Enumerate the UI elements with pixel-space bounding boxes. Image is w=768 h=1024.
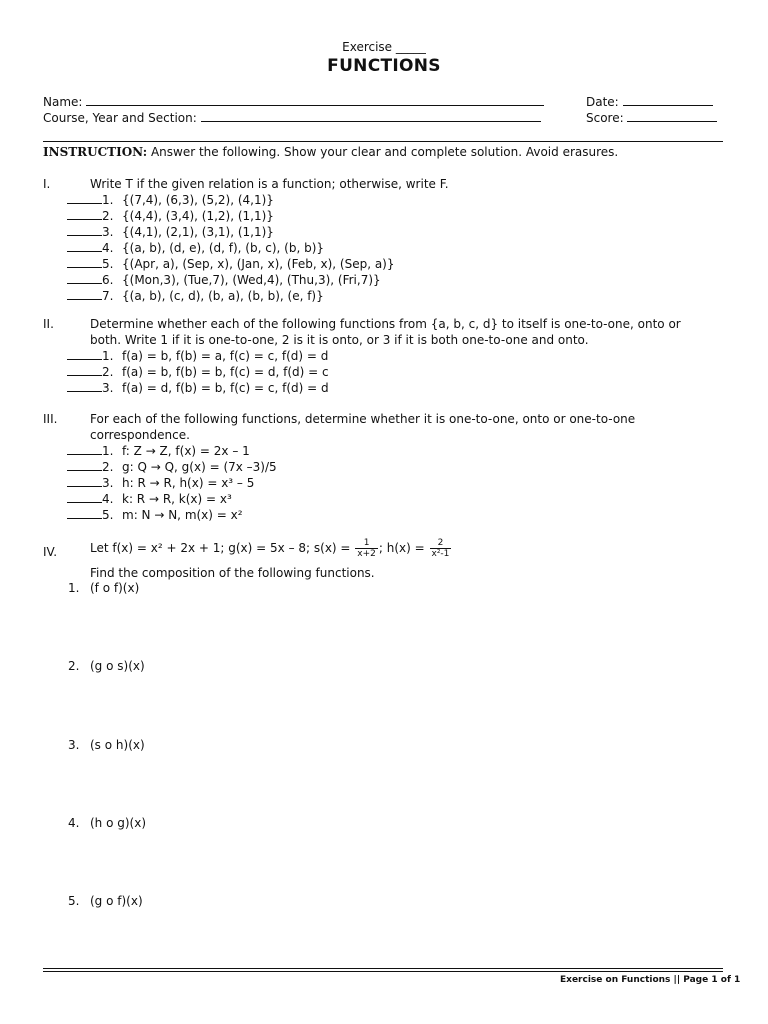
answer-item [67,492,232,506]
answer-blank[interactable] [67,289,102,300]
section2-line2: both. Write 1 if it is one-to-one, 2 is it is onto, or 3 if it is both one-to-one and onto. [90,333,589,347]
composition-item: 3. (s o h)(x) [68,738,145,752]
composition-item: 1. (f o f)(x) [68,581,140,595]
answer-item [67,349,328,363]
answer-item [67,273,381,287]
item-number: 4. [102,241,114,255]
section2-line1: Determine whether each of the following functions from {a, b, c, d} to itself is one-to-one, onto or [90,317,681,331]
item-text: {(Mon,3), (Tue,7), (Wed,4), (Thu,3), (Fri,7)} [122,273,381,287]
date-label: Date: [586,95,619,109]
instruction [43,145,618,159]
answer-item [67,508,243,522]
item-number: 2. [102,365,114,379]
answer-blank[interactable] [67,492,102,503]
answer-item [67,460,277,474]
section1-roman: I. [43,177,51,191]
section3-line1: For each of the following functions, determine whether it is one-to-one, onto or one-to-one [90,412,636,426]
course-blank [201,110,541,122]
item-text: {(Apr, a), (Sep, x), (Jan, x), (Feb, x), (Sep, a)} [122,257,395,271]
section3-line2: correspondence. [90,428,190,442]
h-fraction [430,538,452,559]
item-text: {(a, b), (c, d), (b, a), (b, b), (e, f)} [122,289,324,303]
name-label: Name: [43,95,83,109]
answer-blank[interactable] [67,365,102,376]
item-text: k: R → R, k(x) = x³ [122,492,232,506]
let-text: Let f(x) = x² + 2x + 1; g(x) = 5x – 8; s(x) = [90,541,355,555]
item-number: 4. [102,492,114,506]
instruction-label: INSTRUCTION: [43,145,148,159]
answer-item [67,225,274,239]
item-text: m: N → N, m(x) = x² [122,508,243,522]
score-label: Score: [586,111,624,125]
name-blank [86,94,544,106]
name-field [43,94,544,109]
answer-blank[interactable] [67,193,102,204]
item-text: f(a) = d, f(b) = b, f(c) = c, f(d) = d [122,381,329,395]
composition-item: 5. (g o f)(x) [68,894,143,908]
section4-find: Find the composition of the following functions. [90,566,375,580]
item-number: 3. [102,476,114,490]
answer-item [67,365,329,379]
s-denominator: x+2 [357,549,376,559]
answer-item [67,289,324,303]
item-number: 3. [102,225,114,239]
answer-blank[interactable] [67,225,102,236]
answer-blank[interactable] [67,209,102,220]
s-numerator: 1 [355,538,378,549]
course-label: Course, Year and Section: [43,111,197,125]
h-denominator: x²-1 [431,549,450,559]
item-text: {(7,4), (6,3), (5,2), (4,1)} [122,193,274,207]
header-divider [43,141,723,142]
answer-item [67,257,395,271]
footer-divider-top [43,968,723,969]
item-text: f: Z → Z, f(x) = 2x – 1 [122,444,250,458]
item-number: 1. [102,444,114,458]
answer-blank[interactable] [67,381,102,392]
page-title: FUNCTIONS [327,56,441,76]
date-field [586,94,713,109]
composition-item: 2. (g o s)(x) [68,659,145,673]
course-field [43,110,541,125]
item-number: 5. [102,508,114,522]
date-blank [623,94,713,106]
answer-blank[interactable] [67,241,102,252]
answer-item [67,381,329,395]
answer-blank[interactable] [67,460,102,471]
item-number: 3. [102,381,114,395]
footer-divider-bottom [43,971,723,972]
answer-blank[interactable] [67,257,102,268]
s-fraction [355,538,378,559]
h-text: ; h(x) = [378,541,429,555]
section4-roman: IV. [43,545,58,559]
section1-text: Write T if the given relation is a function; otherwise, write F. [90,177,449,191]
item-number: 1. [102,193,114,207]
answer-item [67,193,274,207]
answer-blank[interactable] [67,508,102,519]
section2-roman: II. [43,317,54,331]
section3-roman: III. [43,412,58,426]
answer-item [67,476,254,490]
footer-text: Exercise on Functions || Page 1 of 1 [560,975,741,985]
item-number: 2. [102,460,114,474]
item-text: f(a) = b, f(b) = a, f(c) = c, f(d) = d [122,349,329,363]
section4-let [90,538,452,559]
item-text: f(a) = b, f(b) = b, f(c) = d, f(d) = c [122,365,329,379]
item-text: {(4,4), (3,4), (1,2), (1,1)} [122,209,274,223]
item-text: {(4,1), (2,1), (3,1), (1,1)} [122,225,274,239]
item-number: 6. [102,273,114,287]
item-text: {(a, b), (d, e), (d, f), (b, c), (b, b)} [122,241,325,255]
answer-item [67,444,250,458]
score-field [586,110,717,125]
item-text: g: Q → Q, g(x) = (7x –3)/5 [122,460,277,474]
answer-blank[interactable] [67,349,102,360]
item-number: 2. [102,209,114,223]
composition-item: 4. (h o g)(x) [68,816,147,830]
answer-item [67,209,274,223]
answer-blank[interactable] [67,273,102,284]
item-number: 7. [102,289,114,303]
item-number: 1. [102,349,114,363]
exercise-number: Exercise _____ [342,40,426,54]
instruction-text: Answer the following. Show your clear and complete solution. Avoid erasures. [147,145,619,159]
answer-item [67,241,324,255]
item-text: h: R → R, h(x) = x³ – 5 [122,476,255,490]
score-blank [627,110,717,122]
answer-blank[interactable] [67,444,102,455]
h-numerator: 2 [430,538,452,549]
item-number: 5. [102,257,114,271]
answer-blank[interactable] [67,476,102,487]
